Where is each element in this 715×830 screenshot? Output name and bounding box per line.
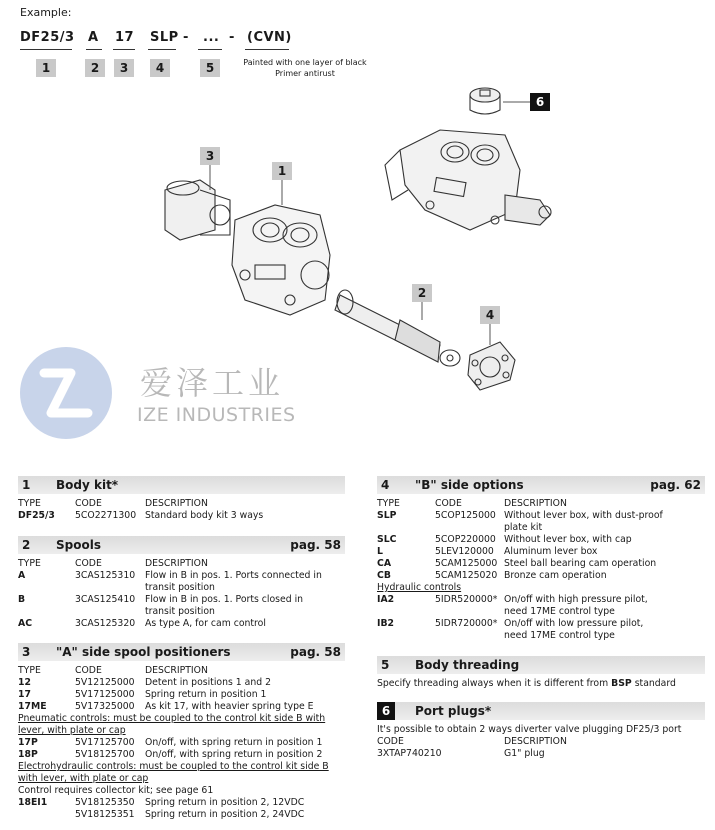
code-underline (148, 49, 176, 50)
cell-type: SLC (377, 534, 397, 545)
electrohydraulic-note-continuation: with lever, with plate or cap (18, 773, 149, 784)
section-title: Body threading (415, 658, 520, 672)
port-plug-illustration (470, 88, 500, 114)
cell-type: 12 (18, 677, 31, 688)
code-underline (86, 49, 102, 50)
code-part-spool: A (88, 30, 99, 45)
table-row-continuation (377, 522, 705, 534)
table-header (377, 498, 705, 510)
section-body-kit (18, 476, 345, 522)
cell-code: 3CAS125410 (75, 594, 136, 605)
col-code: CODE (435, 498, 462, 509)
table-header (18, 498, 345, 510)
threading-note-text: Specify threading always when it is different from (377, 678, 612, 689)
threading-note (377, 678, 705, 690)
cell-description: As kit 17, with heavier spring type E (145, 701, 314, 712)
table-row (18, 594, 345, 606)
cell-code: 5COP125000 (435, 510, 496, 521)
section-page-ref: pag. 58 (290, 538, 341, 552)
table-row (18, 618, 345, 630)
electrohydraulic-note: Electrohydraulic controls: must be coupled to the control kit side B (18, 761, 329, 772)
col-code: CODE (75, 498, 102, 509)
callout-spool: 2 (412, 284, 432, 302)
section-number: 4 (381, 478, 390, 492)
cell-description: G1" plug (504, 748, 545, 759)
cell-code: 5CAM125020 (435, 570, 498, 581)
side-plate-illustration (468, 342, 515, 390)
table-row (377, 546, 705, 558)
col-code: CODE (377, 736, 404, 747)
section-page-ref: pag. 58 (290, 645, 341, 659)
table-row (377, 618, 705, 630)
threading-note-bold: BSP (611, 678, 632, 689)
section-port-plugs (377, 702, 705, 760)
cell-description: Steel ball bearing cam operation (504, 558, 657, 569)
cell-description: Flow in B in pos. 1. Ports closed in (145, 594, 304, 605)
cell-description: Spring return in position 1 (145, 689, 267, 700)
cell-type: 17ME (18, 701, 47, 712)
cvn-note: Painted with one layer of black Primer antirust (243, 58, 367, 78)
code-part-option: SLP (150, 30, 179, 45)
cell-type: 17P (18, 737, 38, 748)
callout-side-plate: 4 (480, 306, 500, 324)
code-part-threading: ... (203, 30, 220, 45)
cell-type: 17 (18, 689, 31, 700)
section-title: Body kit* (56, 478, 119, 492)
cell-description: plate kit (504, 522, 543, 533)
section-header (18, 643, 345, 661)
table-row (377, 748, 705, 760)
table-row (18, 701, 345, 713)
table-row (377, 558, 705, 570)
cell-code: 3CAS125320 (75, 618, 136, 629)
section-body-threading (377, 656, 705, 690)
cell-type: AC (18, 618, 33, 629)
table-row (18, 797, 345, 809)
collector-note: Control requires collector kit; see page 61 (18, 785, 214, 796)
section-title: Port plugs* (415, 704, 492, 718)
cell-code: 5V18125351 (75, 809, 135, 820)
cell-description: On/off with high pressure pilot, (504, 594, 648, 605)
spool-illustration (335, 290, 460, 366)
table-row (18, 809, 345, 821)
code-underline (198, 49, 222, 50)
cell-code: 5COP220000 (435, 534, 496, 545)
callout-port-plug: 6 (530, 93, 550, 111)
cell-code: 5V17125000 (75, 689, 135, 700)
cell-description: Aluminum lever box (504, 546, 598, 557)
section-number: 1 (22, 478, 31, 492)
hydraulic-note: Hydraulic controls (377, 582, 462, 593)
section-number: 6 (377, 702, 395, 720)
threading-note-text-end: standard (631, 678, 676, 689)
cell-type: CB (377, 570, 391, 581)
code-underline (20, 49, 72, 50)
table-row (18, 737, 345, 749)
code-part-dash-2: - (229, 30, 235, 45)
table-row-continuation (18, 582, 345, 594)
cell-code: 3XTAP740210 (377, 748, 442, 759)
cell-type: CA (377, 558, 392, 569)
col-type: TYPE (377, 498, 400, 509)
cell-description: need 17ME control type (504, 606, 615, 617)
callout-body: 1 (272, 162, 292, 180)
code-underline (113, 49, 135, 50)
section-number: 3 (22, 645, 31, 659)
cell-description: need 17ME control type (504, 630, 615, 641)
cell-description: Without lever box, with dust-proof (504, 510, 663, 521)
table-row-continuation (377, 606, 705, 618)
col-type: TYPE (18, 498, 41, 509)
cell-description: Spring return in position 2, 12VDC (145, 797, 305, 808)
table-row (377, 594, 705, 606)
cell-description: Without lever box, with cap (504, 534, 632, 545)
col-description: DESCRIPTION (145, 558, 208, 569)
code-number-badge: 2 (85, 59, 105, 77)
cell-description: transit position (145, 606, 215, 617)
code-underline (245, 49, 289, 50)
col-description: DESCRIPTION (504, 736, 567, 747)
table-row-continuation (377, 630, 705, 642)
cell-code: 5V17325000 (75, 701, 135, 712)
pneumatic-note-continuation: lever, with plate or cap (18, 725, 126, 736)
table-row (18, 570, 345, 582)
cell-code: 3CAS125310 (75, 570, 136, 581)
cell-description: Flow in B in pos. 1. Ports connected in (145, 570, 322, 581)
section-title: "A" side spool positioners (56, 645, 231, 659)
table-row-continuation (18, 606, 345, 618)
cell-description: Standard body kit 3 ways (145, 510, 264, 521)
cell-type: SLP (377, 510, 397, 521)
col-type: TYPE (18, 665, 41, 676)
table-header (18, 558, 345, 570)
positioner-illustration (165, 180, 230, 240)
col-description: DESCRIPTION (145, 665, 208, 676)
cell-type: B (18, 594, 26, 605)
table-row (18, 689, 345, 701)
section-number: 5 (381, 658, 390, 672)
code-number-badge: 1 (36, 59, 56, 77)
cell-description: As type A, for cam control (145, 618, 266, 629)
callout-positioner: 3 (200, 147, 220, 165)
code-number-badge: 5 (200, 59, 220, 77)
section-title: "B" side options (415, 478, 524, 492)
section-header (18, 536, 345, 554)
cell-description: On/off with low pressure pilot, (504, 618, 644, 629)
ize-logo-icon (16, 343, 116, 443)
cell-type: 18EI1 (18, 797, 48, 808)
cell-code: 5LEV120000 (435, 546, 494, 557)
cell-description: On/off, with spring return in position 1 (145, 737, 323, 748)
cell-type: IB2 (377, 618, 395, 629)
cell-type: A (18, 570, 26, 581)
cell-code: 5V18125350 (75, 797, 135, 808)
port-plug-note: It's possible to obtain 2 ways diverter valve plugging DF25/3 port (377, 724, 682, 735)
col-code: CODE (75, 665, 102, 676)
section-page-ref: pag. 62 (650, 478, 701, 492)
code-part-positioner: 17 (115, 30, 135, 45)
code-number-badge: 4 (150, 59, 170, 77)
section-number: 2 (22, 538, 31, 552)
cell-code: 5CO2271300 (75, 510, 137, 521)
col-description: DESCRIPTION (504, 498, 567, 509)
cell-type: IA2 (377, 594, 395, 605)
table-row (18, 677, 345, 689)
cell-code: 5V18125700 (75, 749, 135, 760)
cell-type: L (377, 546, 383, 557)
body-illustration (232, 205, 330, 315)
cell-description: On/off, with spring return in position 2 (145, 749, 323, 760)
section-header (377, 656, 705, 674)
section-spools (18, 536, 345, 630)
col-description: DESCRIPTION (145, 498, 208, 509)
example-label: Example: (20, 6, 72, 19)
section-b-side-options (377, 476, 705, 642)
section-header (18, 476, 345, 494)
cell-description: Detent in positions 1 and 2 (145, 677, 272, 688)
table-row (18, 510, 345, 522)
cell-description: Bronze cam operation (504, 570, 607, 581)
pneumatic-note: Pneumatic controls: must be coupled to the control kit side B with (18, 713, 326, 724)
watermark-chinese: 爱泽工业 (140, 364, 285, 402)
code-part-paint: (CVN) (247, 30, 292, 45)
cell-description: transit position (145, 582, 215, 593)
cell-code: 5IDR720000* (435, 618, 498, 629)
cell-code: 5V12125000 (75, 677, 135, 688)
cell-description: Spring return in position 2, 24VDC (145, 809, 305, 820)
cell-code: 5IDR520000* (435, 594, 498, 605)
table-header (18, 665, 345, 677)
cell-type: 18P (18, 749, 38, 760)
table-header (377, 736, 705, 748)
cell-code: 5CAM125000 (435, 558, 498, 569)
section-header (377, 702, 705, 720)
section-title: Spools (56, 538, 101, 552)
col-type: TYPE (18, 558, 41, 569)
code-number-badge: 3 (114, 59, 134, 77)
cell-type: DF25/3 (18, 510, 55, 521)
table-row (377, 570, 705, 582)
cell-code: 5V17125700 (75, 737, 135, 748)
code-part-dash-1: - (183, 30, 189, 45)
assembled-valve-illustration (385, 130, 551, 230)
watermark-english: IZE INDUSTRIES (137, 404, 296, 426)
table-row (377, 510, 705, 522)
section-a-side-positioners (18, 643, 345, 821)
section-header (377, 476, 705, 494)
table-row (377, 534, 705, 546)
table-row (18, 749, 345, 761)
code-part-model: DF25/3 (20, 30, 75, 45)
col-code: CODE (75, 558, 102, 569)
